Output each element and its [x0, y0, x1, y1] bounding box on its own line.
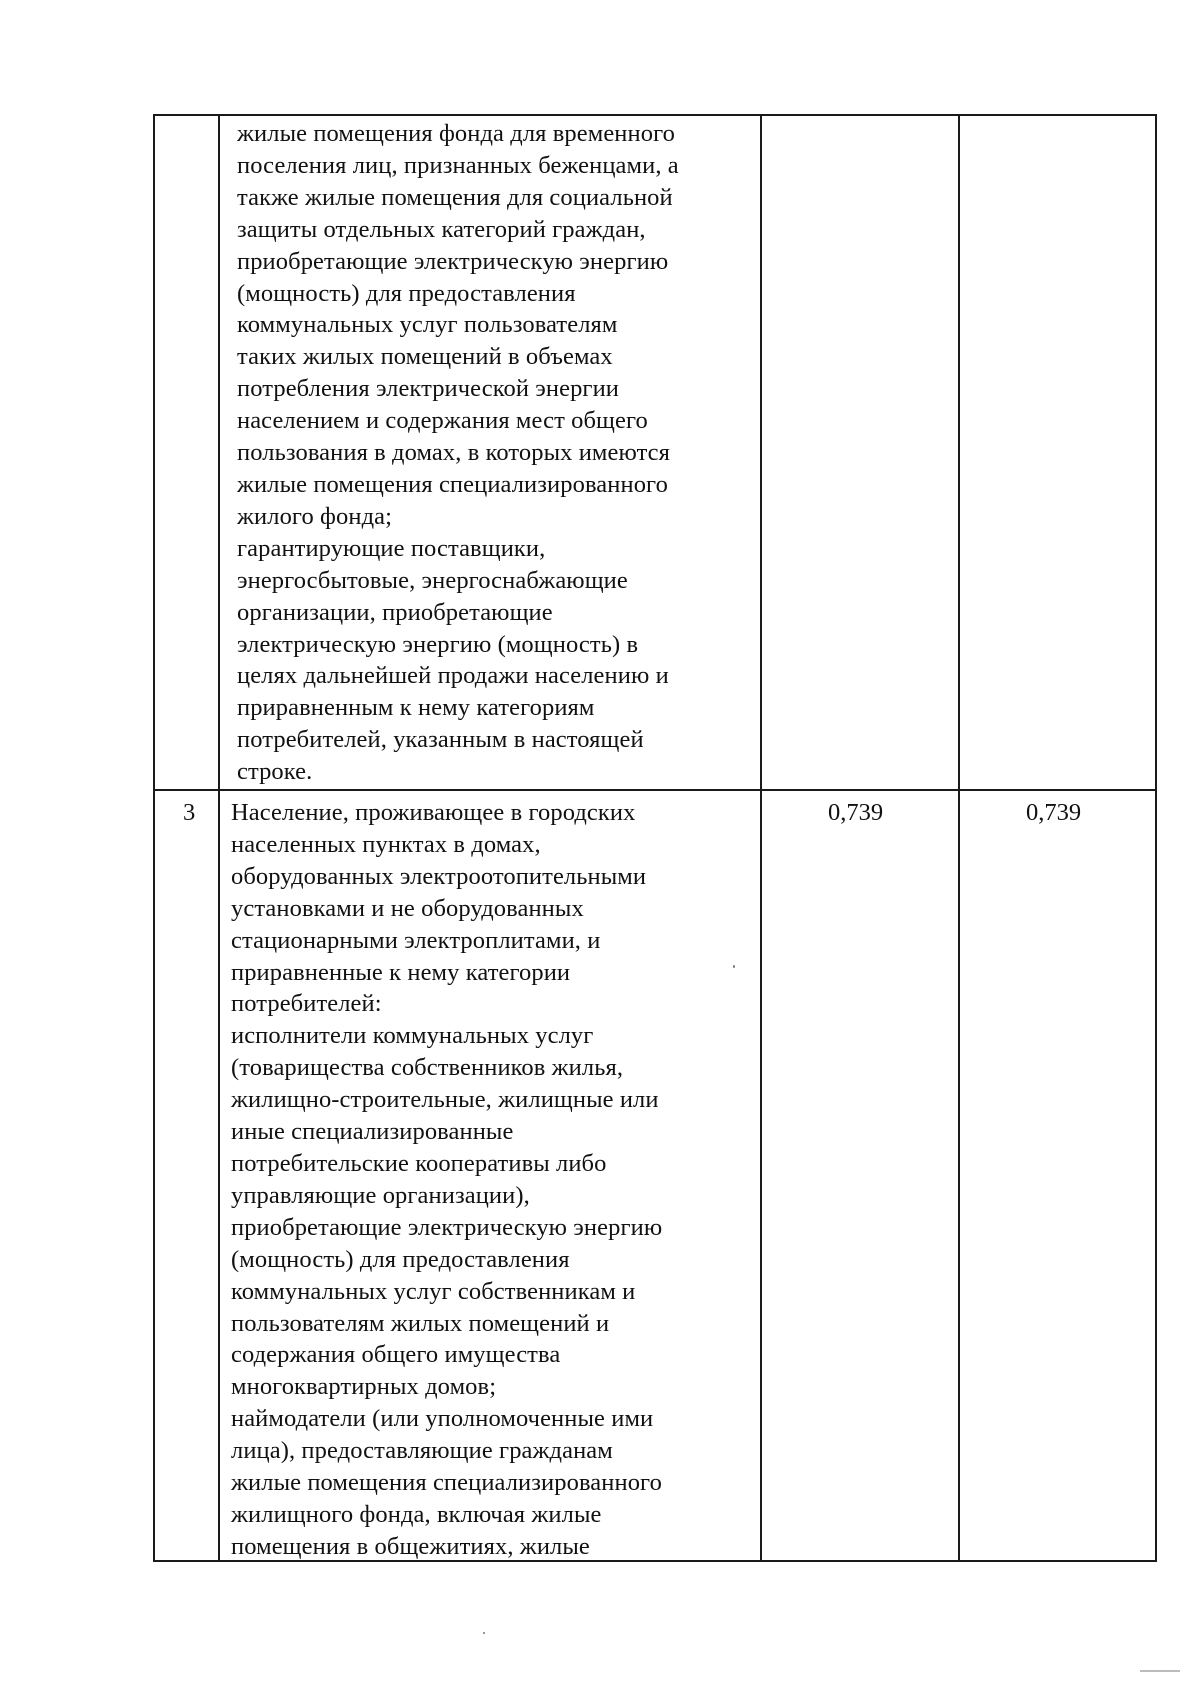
description-line: потребления электрической энергии	[237, 375, 620, 403]
description-line: приравненные к нему категории	[231, 958, 571, 986]
description-line: жилого фонда;	[237, 502, 393, 530]
description-line: оборудованных электроотопительными	[231, 862, 647, 890]
description-line: установками и не оборудованных	[231, 894, 584, 922]
description-line: целях дальнейшей продажи населению и	[237, 662, 669, 690]
table-border-left	[153, 114, 155, 1562]
row-2-value-2: 0,739	[1026, 799, 1082, 826]
description-line: наймодатели (или уполномоченные ими	[231, 1405, 654, 1433]
column-divider-2	[760, 114, 762, 1562]
description-line: жилые помещения фонда для временного	[237, 120, 675, 147]
description-line: гарантирующие поставщики,	[237, 534, 546, 562]
description-line: электрическую энергию (мощность) в	[237, 630, 639, 658]
description-line: Население, проживающее в городских	[231, 799, 636, 826]
description-line: содержания общего имущества	[231, 1341, 561, 1369]
description-line: (товарищества собственников жилья,	[231, 1054, 624, 1082]
table-border-top	[153, 114, 1157, 116]
description-line: многоквартирных домов;	[231, 1373, 497, 1401]
description-line: потребительские кооперативы либо	[231, 1149, 607, 1177]
description-line: жилищного фонда, включая жилые	[231, 1500, 602, 1528]
description-line: (мощность) для предоставления	[231, 1245, 570, 1273]
column-divider-1	[218, 114, 220, 1562]
description-line: жилые помещения специализированного	[237, 470, 668, 498]
row-2-number: 3	[183, 799, 196, 826]
scan-speck	[733, 965, 735, 968]
row-2-value-1: 0,739	[828, 799, 884, 826]
scan-speck	[1140, 1670, 1180, 1672]
description-line: (мощность) для предоставления	[237, 279, 576, 307]
description-line: коммунальных услуг пользователям	[237, 311, 618, 339]
description-line: помещения в общежитиях, жилые	[231, 1532, 590, 1560]
description-line: населением и содержания мест общего	[237, 407, 648, 435]
description-line: энергосбытовые, энергоснабжающие	[237, 566, 628, 594]
row-1-description	[237, 118, 679, 788]
column-divider-3	[958, 114, 960, 1562]
description-line: стационарными электроплитами, и	[231, 926, 601, 954]
description-line: таких жилых помещений в объемах	[237, 343, 613, 371]
tariff-table	[153, 114, 1157, 1562]
description-line: приобретающие электрическую энергию	[231, 1213, 663, 1241]
description-line: потребителей:	[231, 990, 382, 1018]
description-line: потребителей, указанным в настоящей	[237, 726, 644, 754]
description-line: иные специализированные	[231, 1118, 514, 1146]
description-line: защиты отдельных категорий граждан,	[237, 215, 646, 243]
description-line: исполнители коммунальных услуг	[231, 1022, 594, 1050]
description-line: строке.	[237, 758, 313, 786]
description-line: также жилые помещения для социальной	[237, 183, 673, 211]
description-line: жилищно-строительные, жилищные или	[231, 1086, 659, 1114]
description-line: приравненным к нему категориям	[237, 694, 595, 722]
scan-speck	[483, 1632, 485, 1634]
table-border-right	[1155, 114, 1157, 1562]
row-divider	[153, 789, 1157, 791]
description-line: пользования в домах, в которых имеются	[237, 439, 671, 467]
description-line: приобретающие электрическую энергию	[237, 247, 669, 275]
description-line: коммунальных услуг собственникам и	[231, 1277, 636, 1305]
description-line: поселения лиц, признанных беженцами, а	[237, 151, 679, 179]
description-line: лица), предоставляющие гражданам	[231, 1437, 613, 1465]
row-2-description	[231, 797, 662, 1563]
description-line: управляющие организации),	[231, 1181, 530, 1209]
description-line: организации, приобретающие	[237, 598, 553, 626]
description-line: жилые помещения специализированного	[231, 1469, 662, 1497]
description-line: населенных пунктах в домах,	[231, 830, 541, 858]
description-line: пользователям жилых помещений и	[231, 1309, 610, 1337]
